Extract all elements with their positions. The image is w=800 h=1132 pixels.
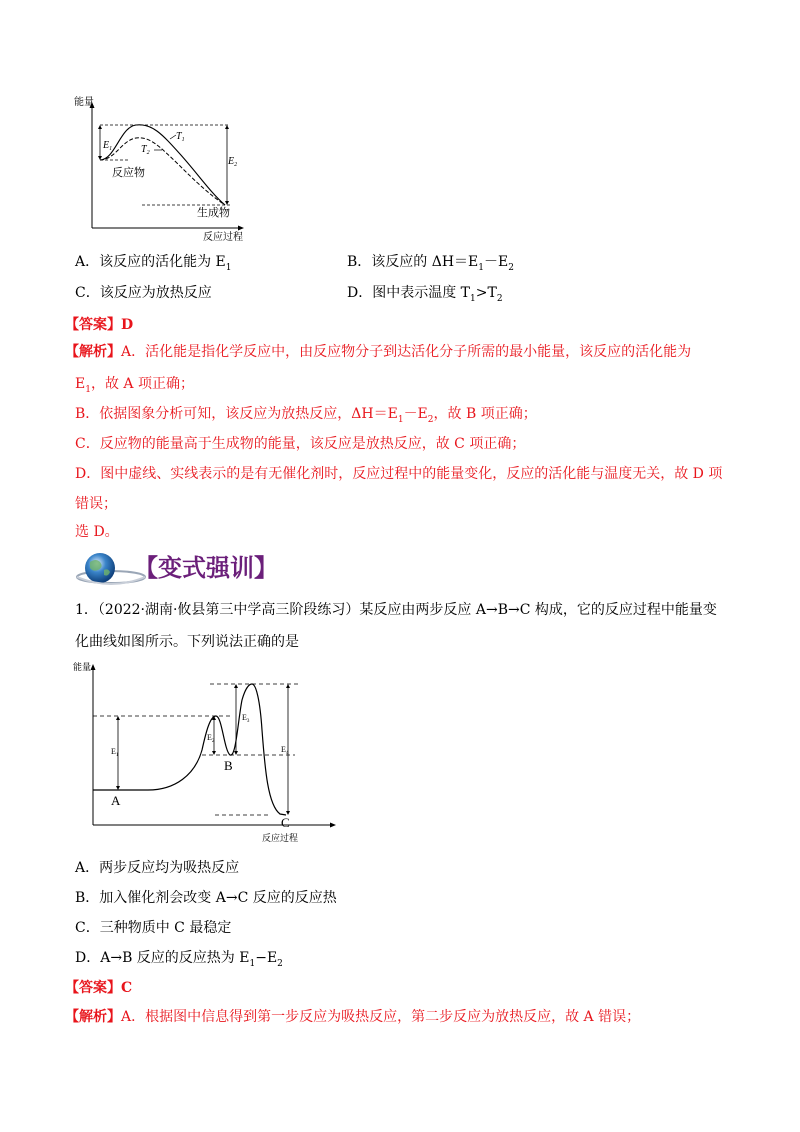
energy-diagram-1: [70, 92, 250, 244]
x-axis-label: 反应过程: [203, 232, 243, 243]
analysis-d-line2: 错误；: [75, 496, 117, 512]
t1-label: $T_1$: [176, 131, 185, 143]
reactant-label: 反应物: [112, 167, 145, 179]
point-b-label: B: [224, 758, 233, 773]
e3-label: $E_3$: [242, 713, 250, 724]
q1-answer-line: 【答案】C: [65, 980, 133, 996]
energy-diagram-2: [70, 660, 340, 845]
e2-label: $E_2$: [228, 156, 238, 168]
analysis-d-line1: D．图中虚线、实线表示的是有无催化剂时，反应过程中的能量变化，反应的活化能与温度无关，故 D 项: [75, 466, 723, 482]
e2-label: $E_2$: [207, 733, 215, 744]
q1-analysis-a: 【解析】A．根据图中信息得到第一步反应为吸热反应，第二步反应为放热反应，故 A 错误；: [65, 1009, 641, 1025]
q1-option-a: A．两步反应均为吸热反应: [75, 860, 240, 876]
y-axis-label: 能量: [74, 97, 94, 108]
choose-line: 选 D。: [75, 524, 119, 540]
q1-option-d: D．A→B 反应的反应热为 $E_1-E_2$: [75, 950, 283, 969]
e1-label: $E_1$: [111, 747, 119, 758]
q1-option-b: B．加入催化剂会改变 A→C 反应的反应热: [75, 890, 337, 906]
x-axis-label: 反应过程: [262, 833, 299, 843]
e1-label: $E_1$: [103, 140, 113, 152]
q1-option-c: C．三种物质中 C 最稳定: [75, 920, 232, 936]
point-c-label: C: [281, 815, 290, 830]
t2-label: $T_2$: [141, 144, 150, 156]
q1-stem-line2: 化曲线如图所示。下列说法正确的是: [75, 634, 299, 650]
section-header: [76, 550, 296, 588]
analysis-c: C．反应物的能量高于生成物的能量，该反应是放热反应，故 C 项正确；: [75, 436, 526, 452]
option-c: C．该反应为放热反应: [75, 285, 212, 301]
point-a-label: A: [111, 793, 121, 808]
option-d: D．图中表示温度 $T_1>T_2$: [347, 285, 503, 304]
section-title: 【变式强训】: [134, 554, 278, 582]
analysis-a-line2: $E_1$，故 A 项正确；: [75, 376, 194, 395]
answer-line: 【答案】D: [65, 317, 134, 333]
analysis-b: B．依据图象分析可知，该反应为放热反应，$\Delta H=E_1-E_2$，故 B 项正确；: [75, 406, 537, 425]
q1-stem-line1: 1．（2022·湖南·攸县第三中学高三阶段练习）某反应由两步反应 A→B→C 构成，它的反应过程中能量变: [75, 602, 717, 618]
y-axis-label: 能量: [73, 662, 92, 672]
option-b: B．该反应的 $\Delta H=E_1-E_2$: [347, 254, 514, 273]
product-label: 生成物: [197, 207, 230, 219]
option-a: A．该反应的活化能为 $E_1$: [75, 254, 232, 273]
e4-label: $E_4$: [281, 745, 289, 756]
analysis-a-line1: 【解析】A．活化能是指化学反应中，由反应物分子到达活化分子所需的最小能量，该反应的活化能为: [65, 344, 692, 360]
